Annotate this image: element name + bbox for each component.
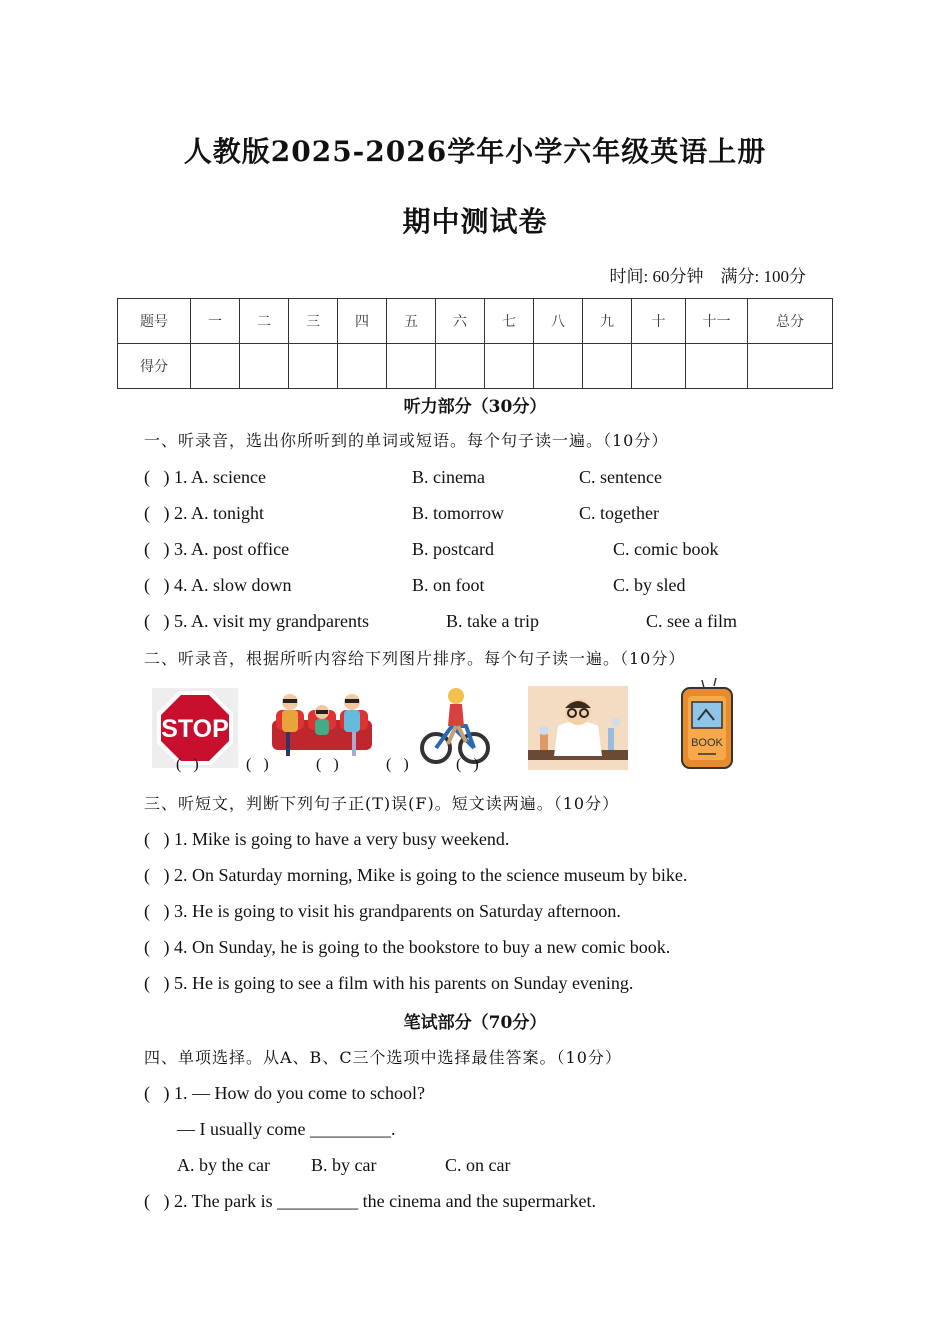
scientist-icon — [528, 686, 628, 770]
s1-question-5: ( ) 5. A. visit my grandparents — [144, 611, 369, 631]
picture-answer-blank[interactable]: ( ) — [176, 756, 199, 773]
s3-statement: ( ) 5. He is going to see a film with his parents on Sunday evening. — [144, 973, 634, 993]
table-cell: 四 — [338, 299, 387, 344]
score-cell[interactable] — [240, 344, 289, 389]
s4-option-a: A. by the car — [177, 1155, 270, 1175]
table-cell: 八 — [534, 299, 583, 344]
s1-option-b: B. tomorrow — [412, 503, 504, 523]
section3-instruction: 三、听短文，判断下列句子正(T)误(F)。短文读两遍。（10分） — [144, 794, 620, 813]
s1-question-4: ( ) 4. A. slow down — [144, 575, 292, 595]
section4-instruction: 四、单项选择。从A、B、C三个选项中选择最佳答案。（10分） — [144, 1048, 622, 1067]
table-cell: 六 — [436, 299, 485, 344]
score-cell[interactable] — [191, 344, 240, 389]
s3-statement: ( ) 4. On Sunday, he is going to the bookstore to buy a new comic book. — [144, 937, 671, 957]
s3-statement: ( ) 1. Mike is going to have a very busy weekend. — [144, 829, 510, 849]
table-cell: 二 — [240, 299, 289, 344]
s1-option-b: B. on foot — [412, 575, 485, 595]
s3-statement: ( ) 2. On Saturday morning, Mike is going to the science museum by bike. — [144, 865, 688, 885]
s1-option-c: C. see a film — [646, 611, 737, 631]
s1-option-c: C. by sled — [613, 575, 686, 595]
table-cell: 九 — [583, 299, 632, 344]
s4-question-1-answer: — I usually come _________. — [177, 1119, 396, 1139]
score-cell[interactable] — [485, 344, 534, 389]
writing-section-heading: 笔试部分（70分） — [403, 1013, 547, 1033]
table-cell: 十 — [632, 299, 686, 344]
stop-sign-text: STOP — [161, 715, 229, 743]
table-cell: 七 — [485, 299, 534, 344]
table-cell: 三 — [289, 299, 338, 344]
score-cell[interactable] — [534, 344, 583, 389]
score-cell[interactable] — [289, 344, 338, 389]
section2-instruction: 二、听录音，根据所听内容给下列图片排序。每个句子读一遍。（10分） — [144, 649, 686, 668]
score-table-header-row — [118, 299, 833, 344]
score-cell[interactable] — [338, 344, 387, 389]
picture-answer-blank[interactable]: ( ) — [386, 756, 409, 773]
s1-question-3: ( ) 3. A. post office — [144, 539, 290, 559]
comic-book-icon — [676, 676, 738, 772]
page-title: 人教版2025-2026学年小学六年级英语上册 — [183, 135, 767, 168]
s1-option-c: C. comic book — [613, 539, 719, 559]
s1-option-b: B. cinema — [412, 467, 485, 487]
book-text: BOOK — [691, 737, 723, 749]
section1-instruction: 一、听录音，选出你所听到的单词或短语。每个句子读一遍。（10分） — [144, 431, 669, 450]
picture-answer-blank[interactable]: ( ) — [246, 756, 269, 773]
time-score-info: 时间: 60分钟 满分: 100分 — [609, 267, 806, 286]
s1-option-c: C. sentence — [579, 467, 662, 487]
table-cell: 五 — [387, 299, 436, 344]
s1-option-b: B. postcard — [412, 539, 494, 559]
score-cell[interactable] — [583, 344, 632, 389]
s4-question-2: ( ) 2. The park is _________ the cinema and the supermarket. — [144, 1191, 597, 1211]
score-cell[interactable] — [632, 344, 686, 389]
score-table-score-row — [118, 344, 833, 389]
picture-answer-blank[interactable]: ( ) — [316, 756, 339, 773]
s1-question-2: ( ) 2. A. tonight — [144, 503, 264, 523]
s3-statement: ( ) 3. He is going to visit his grandparents on Saturday afternoon. — [144, 901, 621, 921]
score-cell[interactable] — [387, 344, 436, 389]
table-cell: 总分 — [748, 299, 833, 344]
s4-option-b: B. by car — [311, 1155, 377, 1175]
score-table — [117, 298, 833, 389]
s1-option-c: C. together — [579, 503, 659, 523]
table-cell: 题号 — [118, 299, 191, 344]
listening-section-heading: 听力部分（30分） — [403, 397, 547, 417]
s1-option-b: B. take a trip — [446, 611, 539, 631]
s1-question-1: ( ) 1. A. science — [144, 467, 266, 487]
score-cell[interactable] — [686, 344, 748, 389]
picture-answer-blank[interactable]: ( ) — [456, 756, 479, 773]
table-cell: 十一 — [686, 299, 748, 344]
table-cell: 得分 — [118, 344, 191, 389]
cinema-audience-icon — [270, 690, 374, 758]
score-cell[interactable] — [436, 344, 485, 389]
s4-question-1: ( ) 1. — How do you come to school? — [144, 1083, 425, 1103]
table-cell: 一 — [191, 299, 240, 344]
page-subtitle: 期中测试卷 — [402, 205, 548, 238]
cyclist-icon — [418, 686, 492, 766]
s4-option-c: C. on car — [445, 1155, 511, 1175]
score-cell[interactable] — [748, 344, 833, 389]
